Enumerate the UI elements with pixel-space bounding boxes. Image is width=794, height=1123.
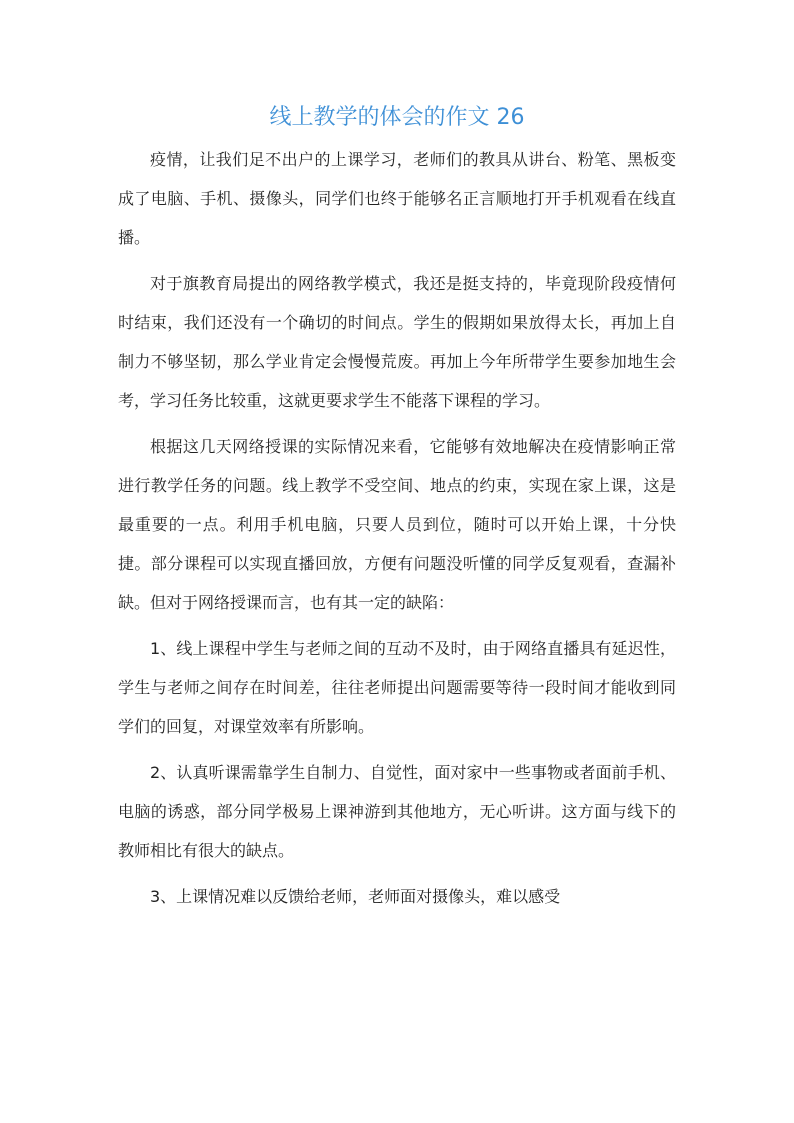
paragraph: 对于旗教育局提出的网络教学模式，我还是挺支持的，毕竟现阶段疫情何时结束，我们还没有一个确切的时间点。学生的假期如果放得太长，再加上自制力不够坚韧，那么学业肯定会慢慢荒废。再加上今年所带学生要参加地生会考，学习任务比较重，这就更要求学生不能落下课程的学习。 xyxy=(118,274,676,410)
paragraph: 疫情，让我们足不出户的上课学习，老师们的教具从讲台、粉笔、黑板变成了电脑、手机、摄像头，同学们也终于能够名正言顺地打开手机观看在线直播。 xyxy=(118,150,676,247)
document-body xyxy=(118,140,676,923)
paragraph: 2、认真听课需靠学生自制力、自觉性，面对家中一些事物或者面前手机、电脑的诱惑，部分同学极易上课神游到其他地方，无心听讲。这方面与线下的教师相比有很大的缺点。 xyxy=(118,763,676,860)
paragraph: 1、线上课程中学生与老师之间的互动不及时，由于网络直播具有延迟性，学生与老师之间存在时间差，往往老师提出问题需要等待一段时间才能收到同学们的回复，对课堂效率有所影响。 xyxy=(118,639,676,736)
paragraph: 3、上课情况难以反馈给老师，老师面对摄像头，难以感受 xyxy=(150,887,561,906)
document-title: 线上教学的体会的作文 26 xyxy=(269,105,525,130)
paragraph: 根据这几天网络授课的实际情况来看，它能够有效地解决在疫情影响正常进行教学任务的问题。线上教学不受空间、地点的约束，实现在家上课，这是最重要的一点。利用手机电脑，只要人员到位，随时可以开始上课，十分快捷。部分课程可以实现直播回放，方便有问题没听懂的同学反复观看，查漏补缺。但对于网络授课而言，也有其一定的缺陷： xyxy=(118,437,676,612)
